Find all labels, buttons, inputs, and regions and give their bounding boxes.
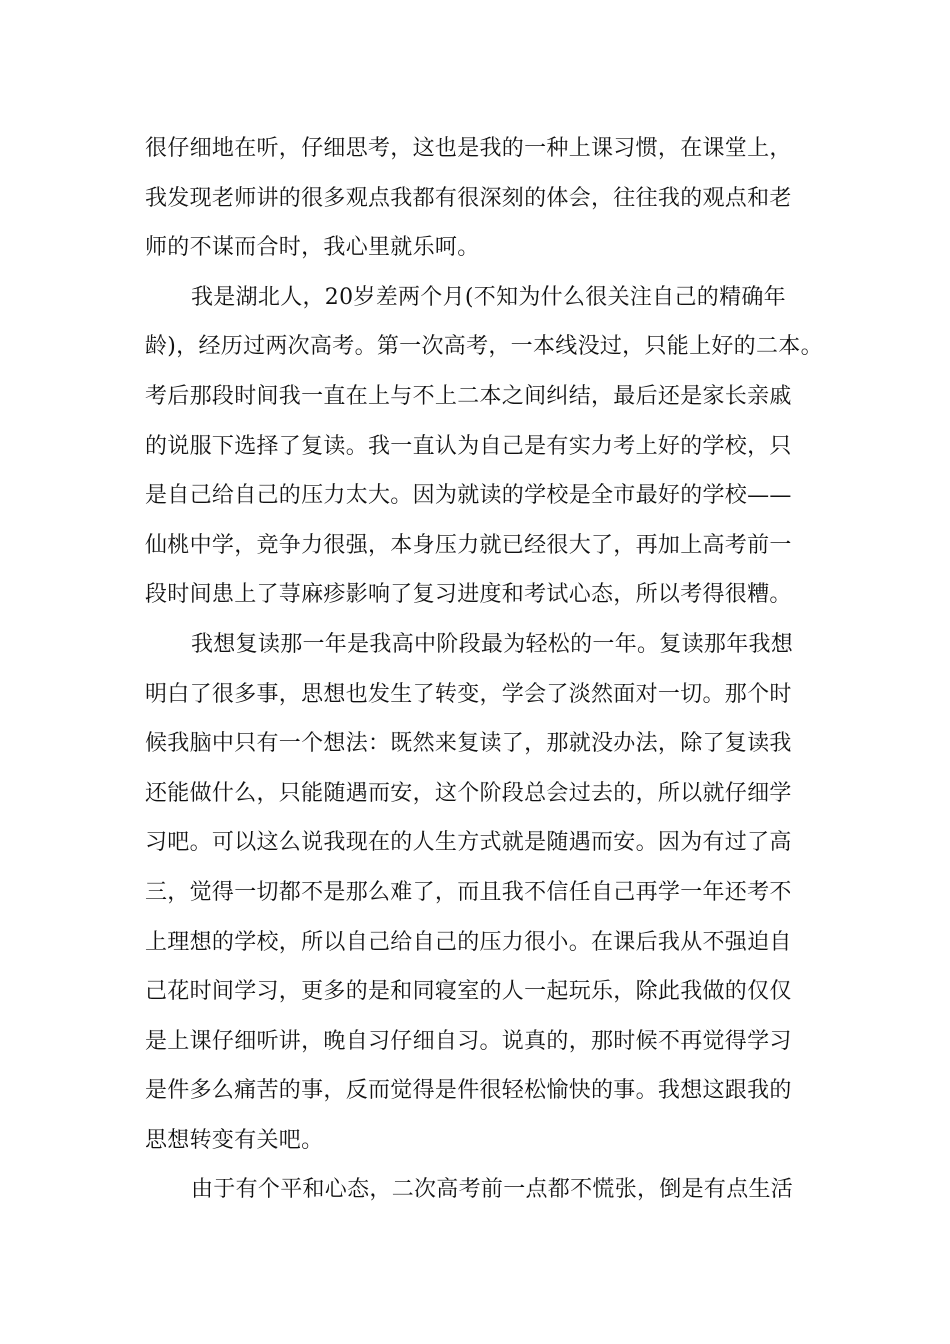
text-line: 考后那段时间我一直在上与不上二本之间纠结，最后还是家长亲戚: [145, 383, 792, 409]
paragraph: [145, 273, 823, 620]
text-line: 我发现老师讲的很多观点我都有很深刻的体会，往往我的观点和老: [145, 185, 792, 211]
text-line: 三，觉得一切都不是那么难了，而且我不信任自己再学一年还考不: [145, 879, 792, 905]
text-line: 思想转变有关吧。: [145, 1127, 324, 1153]
paragraph: [145, 124, 815, 273]
text-line: 还能做什么，只能随遇而安，这个阶段总会过去的，所以就仔细学: [145, 780, 792, 806]
paragraph: [145, 620, 815, 1166]
text-line: 候我脑中只有一个想法：既然来复读了，那就没办法，除了复读我: [145, 731, 792, 757]
text-line: 习吧。可以这么说我现在的人生方式就是随遇而安。因为有过了高: [145, 830, 792, 856]
text-line: 由于有个平和心态，二次高考前一点都不慌张，倒是有点生活: [191, 1177, 794, 1203]
document-body: [145, 124, 823, 1215]
text-line: 我想复读那一年是我高中阶段最为轻松的一年。复读那年我想: [191, 631, 794, 657]
text-line: 龄)，经历过两次高考。第一次高考，一本线没过，只能上好的二本。: [145, 334, 823, 360]
text-line: 师的不谋而合时，我心里就乐呵。: [145, 235, 480, 261]
text-line: 的说服下选择了复读。我一直认为自己是有实力考上好的学校，只: [145, 433, 792, 459]
text-line: 己花时间学习，更多的是和同寝室的人一起玩乐，除此我做的仅仅: [145, 979, 792, 1005]
text-line: 是上课仔细听讲，晚自习仔细自习。说真的，那时候不再觉得学习: [145, 1028, 792, 1054]
text-line: 仙桃中学，竞争力很强，本身压力就已经很大了，再加上高考前一: [145, 532, 792, 558]
text-line: 上理想的学校，所以自己给自己的压力很小。在课后我从不强迫自: [145, 929, 792, 955]
text-line: 很仔细地在听，仔细思考，这也是我的一种上课习惯，在课堂上，: [145, 136, 792, 161]
paragraph: [145, 1165, 815, 1215]
text-line: 段时间患上了荨麻疹影响了复习进度和考试心态，所以考得很糟。: [145, 582, 792, 608]
text-line: 明白了很多事，思想也发生了转变，学会了淡然面对一切。那个时: [145, 681, 792, 707]
text-line: 是件多么痛苦的事，反而觉得是件很轻松愉快的事。我想这跟我的: [145, 1078, 792, 1104]
text-line: 是自己给自己的压力太大。因为就读的学校是全市最好的学校——: [145, 483, 792, 509]
text-line: 我是湖北人，20岁差两个月(不知为什么很关注自己的精确年: [191, 284, 786, 310]
